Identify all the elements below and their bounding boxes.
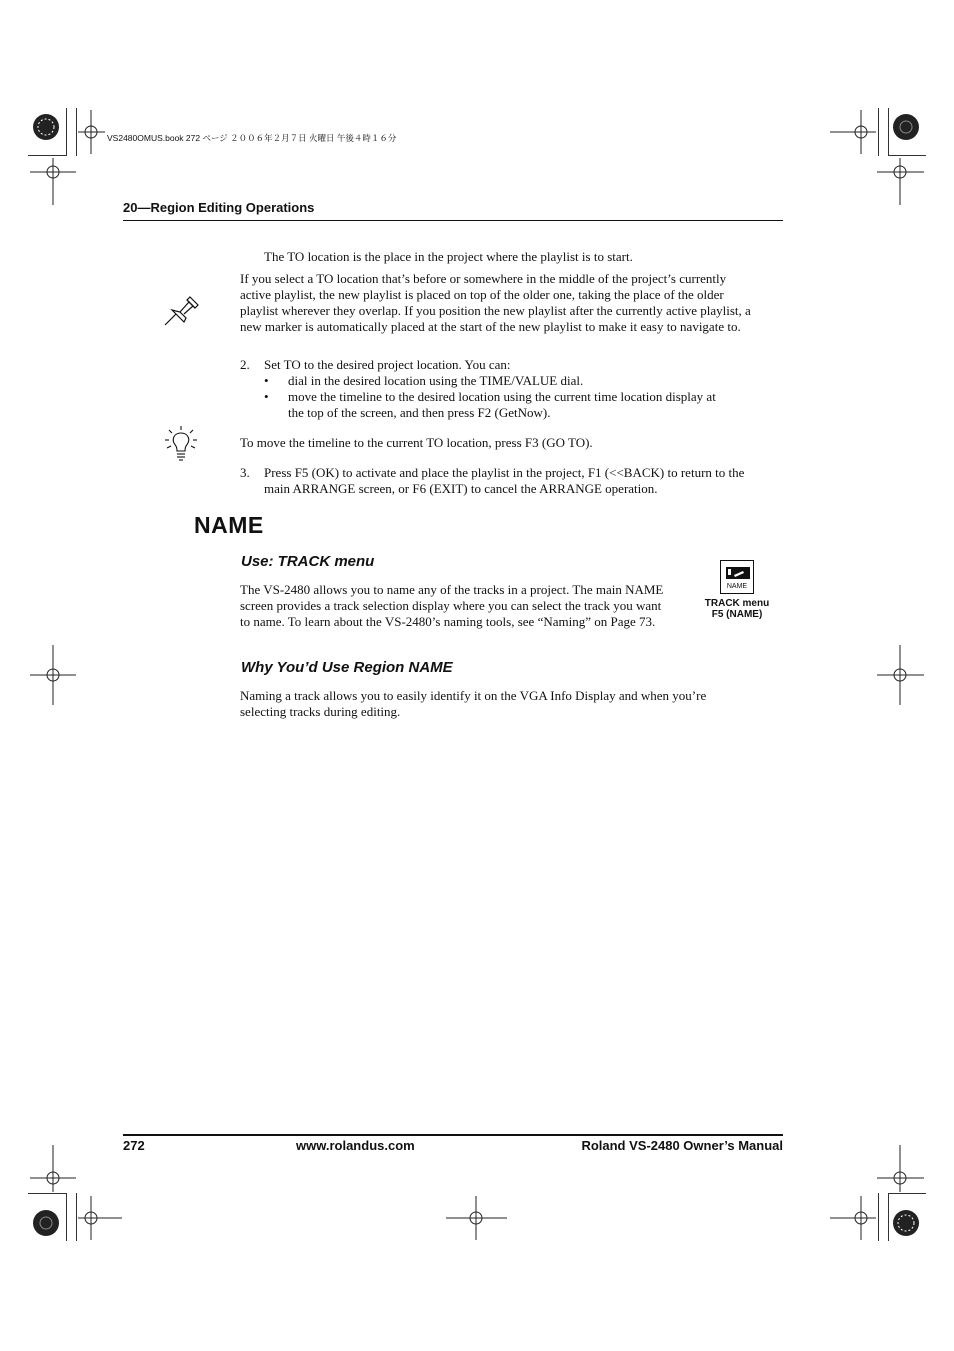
note-paragraph: If you select a TO location that’s before or somewhere in the middle of the project’s currently active playlist, the new playlist is placed on top of the older one, taking the place of the older playlist wherever they overlap. If you position the new playlist after the currently active playlist, a new marker is automatically placed at the start of the new playlist to make it easy to navigate to. [240,271,751,334]
step-text: Press F5 (OK) to activate and place the playlist in the project, F1 (<<BACK) to return to the main ARRANGE screen, or F6 (EXIT) to cancel the ARRANGE operation. [264,465,745,496]
file-meta: VS2480OMUS.book 272 ページ ２００６年２月７日 火曜日 午後４時１６分 [107,133,397,143]
bullet-icon: • [264,389,269,404]
button-label: NAME [726,583,748,590]
bullet-item: dial in the desired location using the TIME/VALUE dial. [288,373,584,388]
step-number: 3. [240,465,250,480]
bullet-icon: • [264,373,269,388]
tip-text: To move the timeline to the current TO location, press F3 (GO TO). [240,435,593,450]
header-rule [123,220,783,221]
page-number: 272 [123,1138,145,1153]
intro-line: The TO location is the place in the project where the playlist is to start. [264,249,633,264]
manual-title: Roland VS-2480 Owner’s Manual [581,1138,783,1153]
lightbulb-icon [164,425,198,468]
step-text: Set TO to the desired project location. You can: [264,357,511,372]
bullet-item: move the timeline to the desired location using the current time location display at the top of the screen, and then press F2 (GetNow). [288,389,716,420]
running-head: 20—Region Editing Operations [123,200,315,215]
use-heading: Use: TRACK menu [241,553,375,570]
use-paragraph: The VS-2480 allows you to name any of the tracks in a project. The main NAME screen provides a track selection display where you can select the track you want to name. To learn about the VS-2480’s naming tools, see “Naming” on Page 73. [240,582,664,629]
why-paragraph: Naming a track allows you to easily identify it on the VGA Info Display and when you’re selecting tracks during editing. [240,688,707,719]
section-title: NAME [194,512,264,538]
name-button-graphic [720,560,754,594]
button-caption [697,598,777,620]
footer-url: www.rolandus.com [296,1138,415,1153]
why-heading: Why You’d Use Region NAME [241,659,453,676]
caption-line: TRACK menu [704,598,770,609]
caption-line: F5 (NAME) [711,609,763,620]
footer-rule [123,1134,783,1136]
pushpin-icon [162,292,202,333]
step-number: 2. [240,357,250,372]
